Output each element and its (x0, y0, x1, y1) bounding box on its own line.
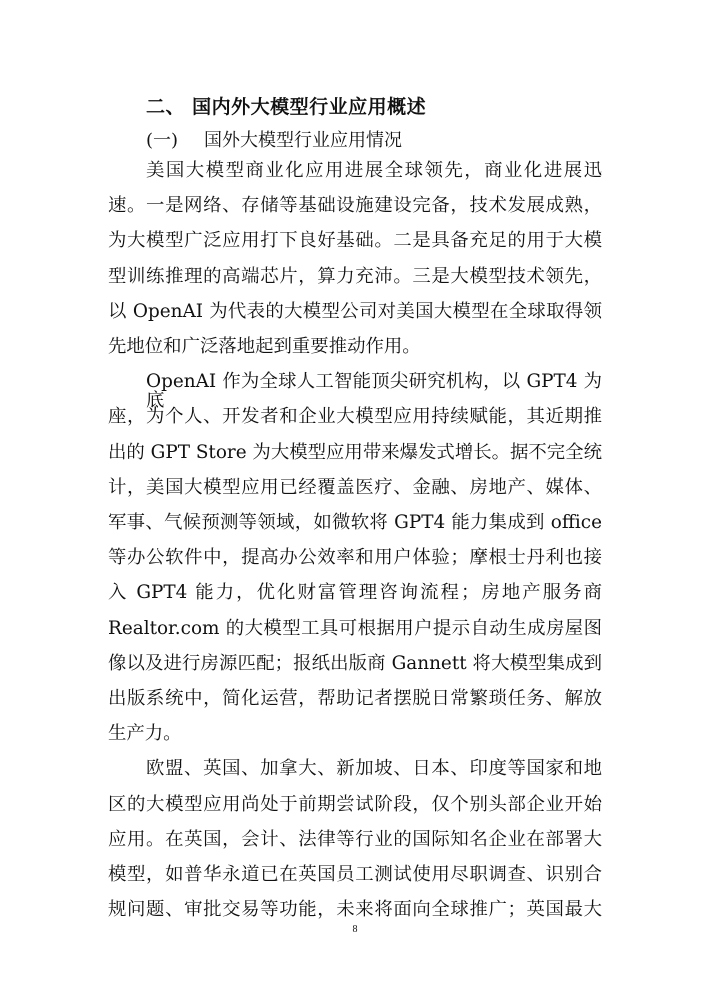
section-heading: 二、 国内外大模型行业应用概述 (146, 96, 427, 118)
subsection-heading (146, 126, 402, 152)
text-line: 应用。在英国，会计、法律等行业的国际知名企业在部署大 (108, 828, 602, 850)
text-line: 先地位和广泛落地起到重要推动作用。 (108, 336, 421, 357)
text-line: 座，为个人、开发者和企业大模型应用持续赋能，其近期推 (108, 406, 602, 428)
text-line: 像以及进行房源匹配；报纸出版商 Gannett 将大模型集成到 (108, 652, 602, 674)
text-line: 入 GPT4 能力，优化财富管理咨询流程；房地产服务商 (108, 582, 602, 604)
text-line: 等办公软件中，提高办公效率和用户体验；摩根士丹利也接 (108, 547, 602, 569)
text-line: 型训练推理的高端芯片，算力充沛。三是大模型技术领先， (108, 265, 602, 287)
text-line: 以 OpenAI 为代表的大模型公司对美国大模型在全球取得领 (108, 300, 602, 322)
subsection-number: (一) (146, 130, 179, 151)
page-number: 8 (352, 924, 358, 935)
text-line: 计，美国大模型应用已经覆盖医疗、金融、房地产、媒体、 (108, 476, 602, 498)
text-line: 为大模型广泛应用打下良好基础。二是具备充足的用于大模 (108, 230, 602, 252)
text-line: OpenAI 作为全球人工智能顶尖研究机构，以 GPT4 为底 (146, 371, 602, 411)
text-line: 生产力。 (108, 723, 182, 745)
text-line: 出版系统中，简化运营，帮助记者摆脱日常繁琐任务、解放 (108, 688, 602, 709)
text-line: 军事、气候预测等领域，如微软将 GPT4 能力集成到 office (108, 512, 602, 533)
text-line: Realtor.com 的大模型工具可根据用户提示自动生成房屋图 (108, 617, 602, 639)
text-line: 美国大模型商业化应用进展全球领先，商业化进展迅 (146, 160, 602, 181)
text-line: 模型，如普华永道已在英国员工测试使用尽职调查、识别合 (108, 864, 602, 885)
text-line: 规问题、审批交易等功能，未来将面向全球推广；英国最大 (108, 899, 602, 921)
subsection-title: 国外大模型行业应用情况 (204, 130, 402, 151)
text-line: 区的大模型应用尚处于前期尝试阶段，仅个别头部企业开始 (108, 793, 602, 815)
text-line: 欧盟、英国、加拿大、新加坡、日本、印度等国家和地 (146, 758, 602, 780)
text-line: 出的 GPT Store 为大模型应用带来爆发式增长。据不完全统 (108, 441, 602, 463)
text-line: 速。一是网络、存储等基础设施建设完备，技术发展成熟， (108, 195, 602, 217)
